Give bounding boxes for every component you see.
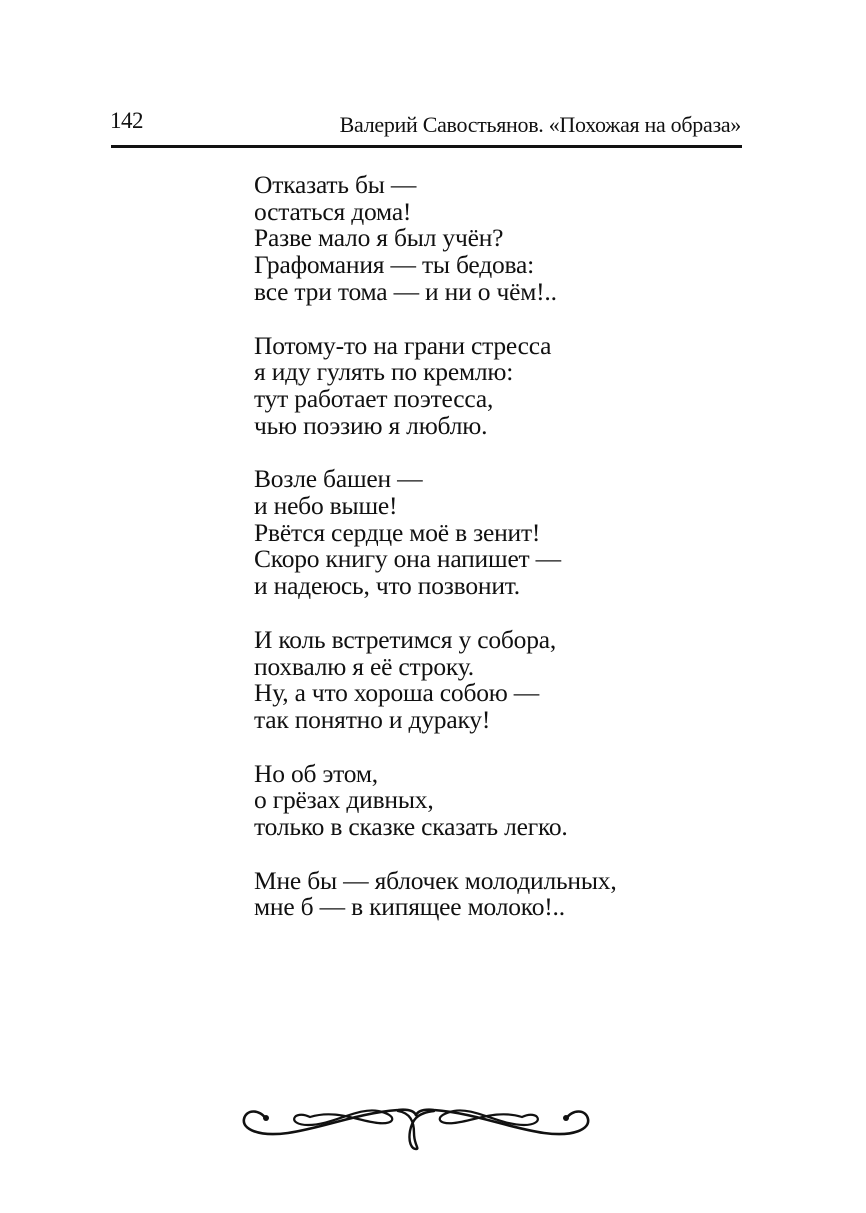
running-title: Валерий Савостьянов. «Похожая на образа»: [339, 112, 741, 137]
stanza-4: [254, 624, 617, 734]
poem-line: Мне бы — яблочек молодильных,: [254, 865, 617, 895]
poem-line: Но об этом,: [254, 758, 378, 788]
flourish-divider-icon: [238, 1093, 594, 1153]
stanza-3: [254, 466, 617, 600]
poem-line: Потому-то на грани стресса: [254, 330, 552, 360]
poem-line: только в сказке сказать легко.: [254, 812, 568, 842]
poem-line: Разве мало я был учён?: [254, 223, 504, 253]
poem-line: Графомания — ты бедова:: [254, 250, 535, 280]
poem-line: Рвётся сердце моё в зенит!: [254, 517, 541, 547]
poem-line: Скоро книгу она напишет —: [254, 544, 561, 574]
poem-body: [254, 172, 617, 948]
stanza-5: [254, 758, 617, 842]
poem-line: остаться дома!: [254, 196, 412, 226]
poem-line: похвалю я её строку.: [254, 651, 474, 681]
poem-line: Ну, а что хороша собою —: [254, 678, 540, 708]
poem-line: так понятно и дураку!: [254, 704, 491, 734]
poem-line: чью поэзию я люблю.: [254, 410, 488, 440]
poem-line: о грёзах дивных,: [254, 785, 434, 815]
header-divider: [111, 145, 742, 148]
poem-line: я иду гулять по кремлю:: [254, 357, 514, 387]
poem-line: и надеюсь, что позвонит.: [254, 571, 520, 601]
poem-line: и небо выше!: [254, 491, 398, 521]
poem-line: И коль встретимся у собора,: [254, 624, 557, 654]
poem-line: Отказать бы —: [254, 170, 417, 199]
poem-line: Возле башен —: [254, 464, 423, 494]
stanza-2: [254, 330, 617, 440]
page-number: 142: [110, 108, 143, 133]
stanza-6: [254, 865, 617, 922]
stanza-1: [254, 172, 617, 306]
poem-line: мне б — в кипящее молоко!..: [254, 892, 565, 922]
poem-line: тут работает поэтесса,: [254, 383, 494, 413]
poem-line: все три тома — и ни о чём!..: [254, 276, 557, 306]
